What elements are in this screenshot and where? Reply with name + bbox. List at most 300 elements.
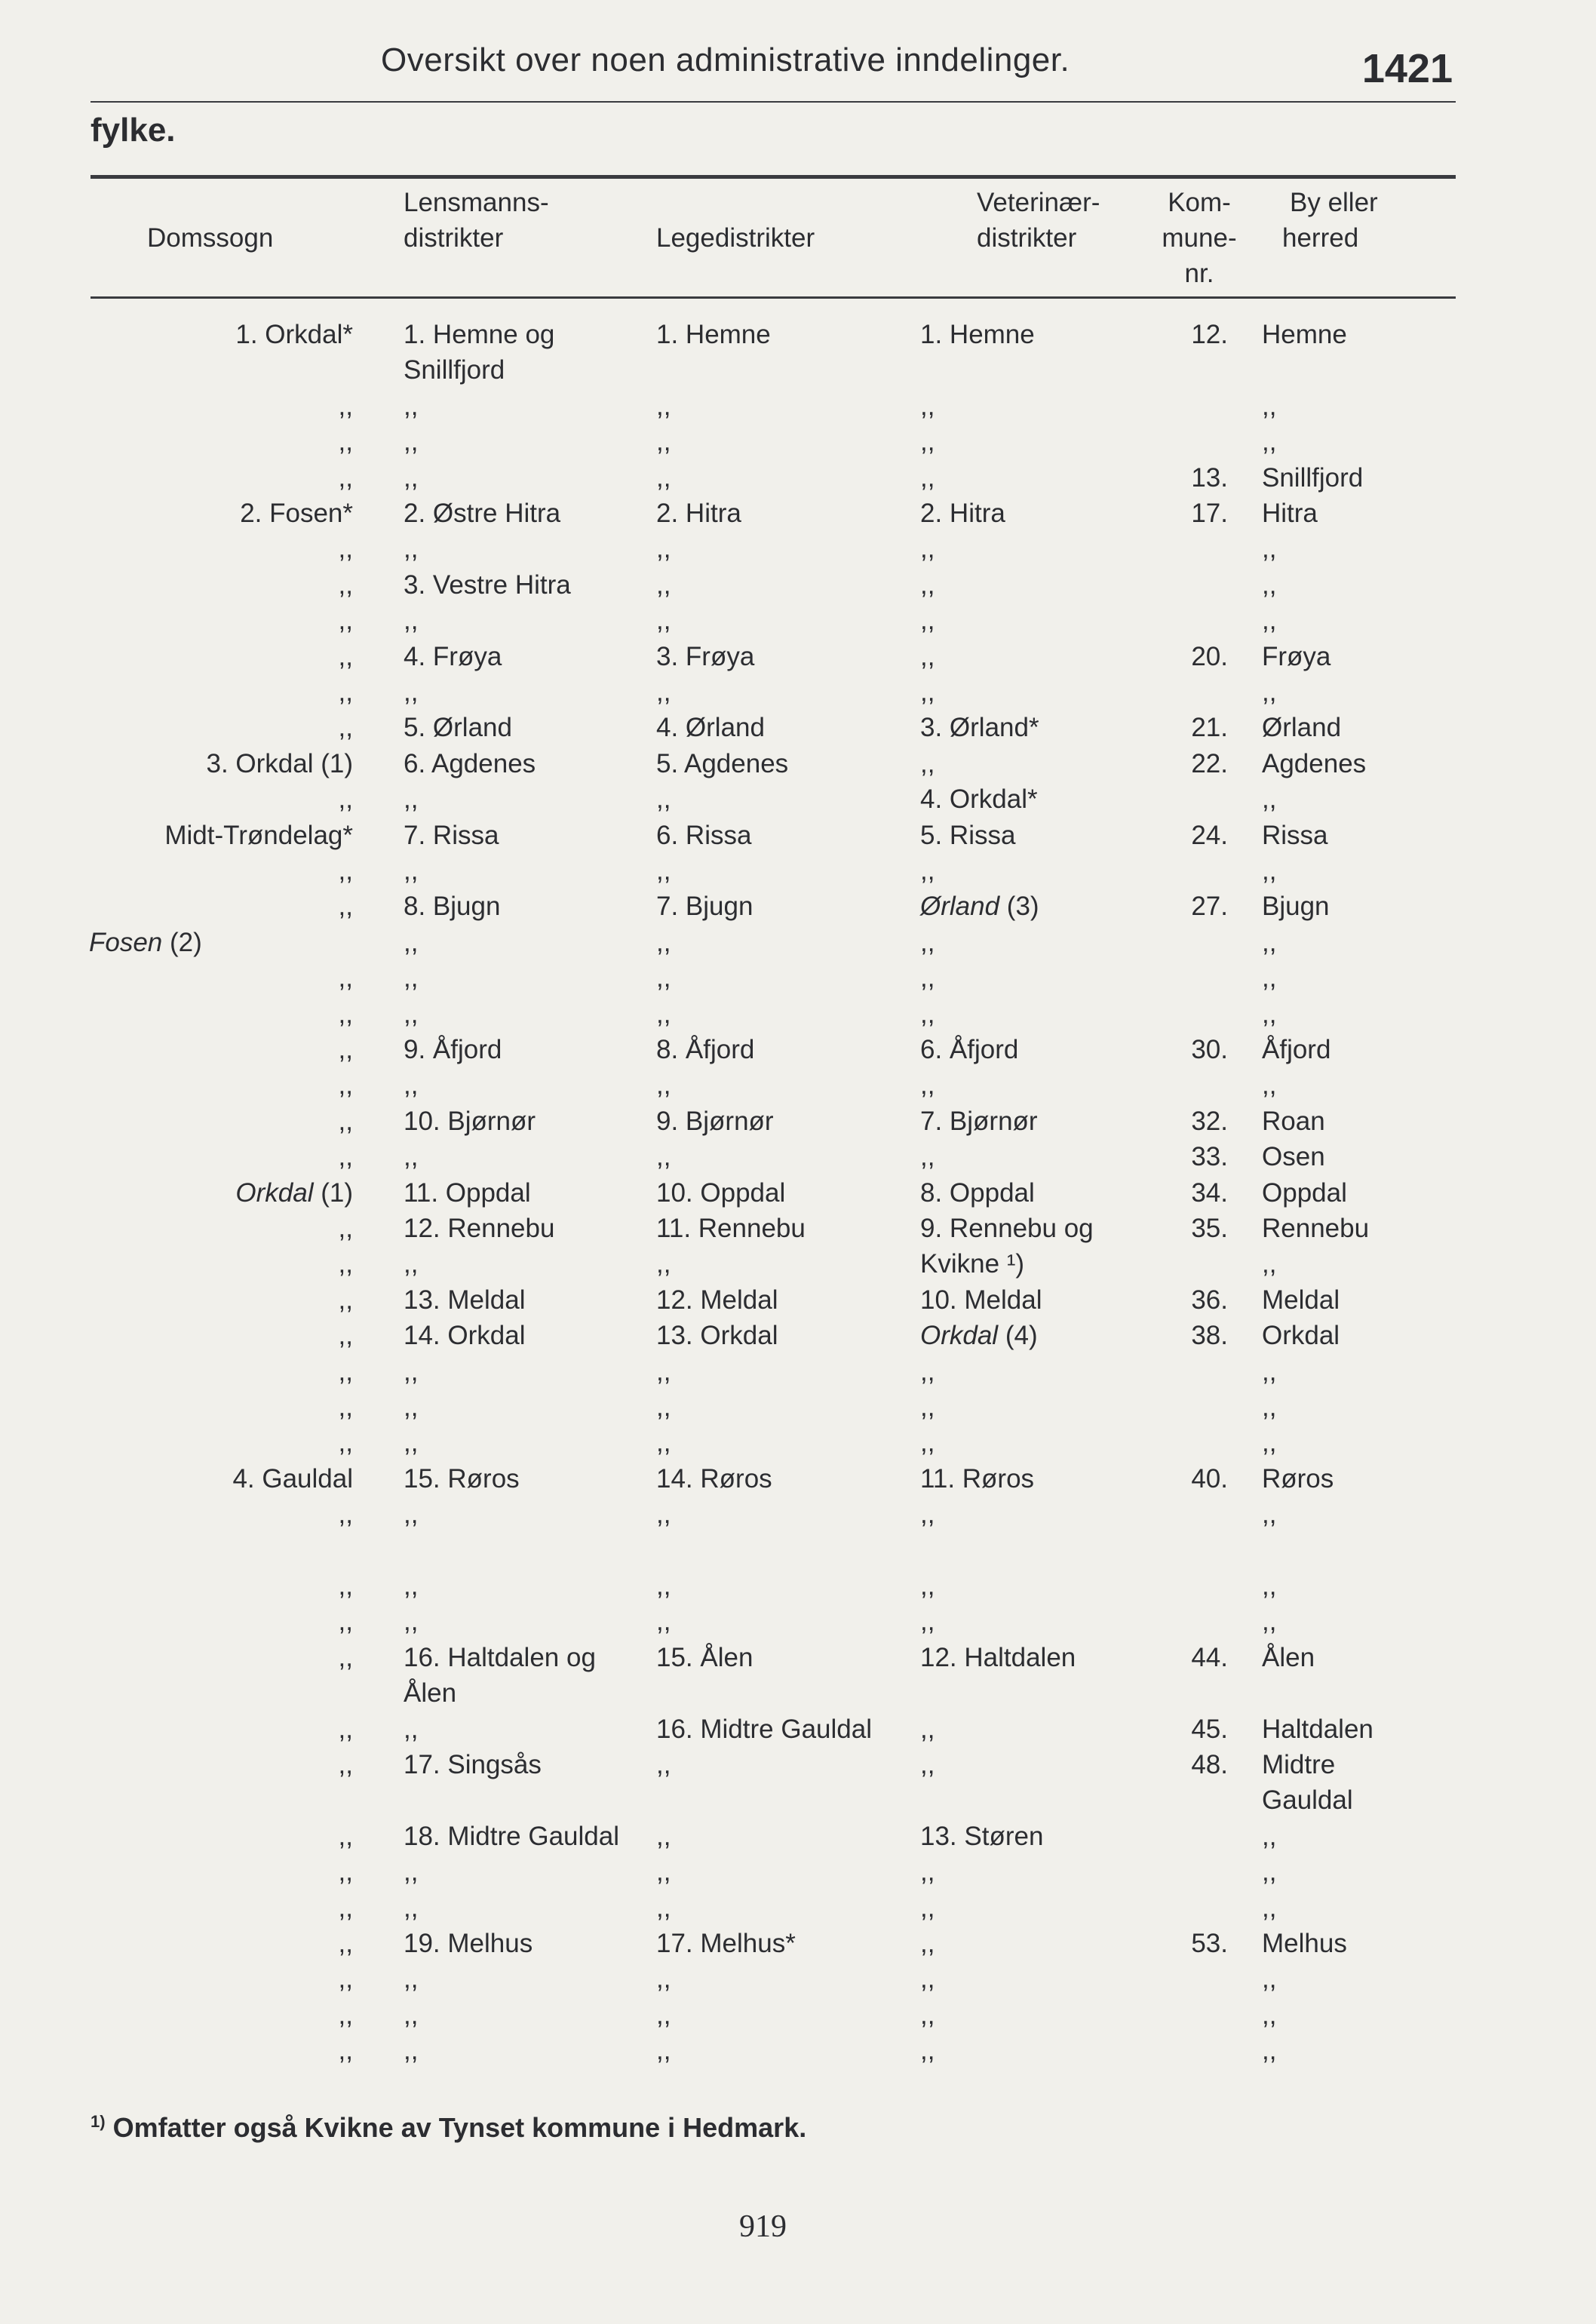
cell-lege: ,, <box>656 1821 671 1851</box>
cell-vet: 11. Røros <box>920 1463 1035 1494</box>
cell-dom: ,, <box>338 1750 353 1779</box>
cell-lege: 15. Ålen <box>656 1642 753 1672</box>
column-header-line: Lensmanns- <box>404 188 549 217</box>
cell-dom: ,, <box>338 856 353 886</box>
table-row <box>0 1854 1596 1890</box>
cell-dom: ,, <box>338 784 353 815</box>
cell-dom: ,, <box>338 1929 353 1958</box>
cell-vet: ,, <box>920 963 935 993</box>
cell-by: Meldal <box>1262 1285 1340 1315</box>
cell-vet: 6. Åfjord <box>920 1035 1019 1064</box>
cell-len: ,, <box>404 2000 419 2030</box>
cell-len: ,, <box>404 1356 419 1386</box>
cell-len: 5. Ørland <box>404 713 512 743</box>
cell-by: ,, <box>1262 534 1277 564</box>
cell-lege: 16. Midtre Gauldal <box>656 1714 872 1744</box>
cell-by: ,, <box>1262 1392 1277 1422</box>
cell-nr: 35. <box>1191 1214 1228 1243</box>
cell-nr: 12. <box>1191 320 1228 349</box>
cell-len: ,, <box>404 1964 419 1994</box>
column-header-line: herred <box>1282 223 1359 253</box>
cell-by: Melhus <box>1262 1929 1347 1958</box>
column-header-line: By eller <box>1290 188 1378 217</box>
cell-dom: ,, <box>338 1392 353 1422</box>
cell-dom: ,, <box>338 1964 353 1994</box>
cell-by: ,, <box>1262 427 1277 457</box>
cell-by: Åfjord <box>1262 1035 1331 1064</box>
cell-vet: ,, <box>920 427 935 457</box>
cell-dom: ,, <box>338 677 353 707</box>
cell-by: ,, <box>1262 1607 1277 1637</box>
cell-dom: ,, <box>338 713 353 743</box>
cell-lege: 10. Oppdal <box>656 1177 786 1208</box>
cell-dom: 1. Orkdal* <box>235 320 353 349</box>
table-row <box>0 352 1596 388</box>
cell-nr: 53. <box>1191 1929 1228 1958</box>
cell-len: ,, <box>404 2036 419 2066</box>
running-title: Oversikt over noen administrative inndelinger. <box>381 41 1070 78</box>
cell-by: Haltdalen <box>1262 1714 1373 1744</box>
cell-nr: 36. <box>1191 1285 1228 1315</box>
cell-by: ,, <box>1262 784 1277 815</box>
cell-by: ,, <box>1262 1500 1277 1530</box>
cell-by: ,, <box>1262 1070 1277 1101</box>
cell-by: Hitra <box>1262 499 1318 528</box>
cell-vet: ,, <box>920 2000 935 2030</box>
cell-nr: 20. <box>1191 641 1228 671</box>
footnote <box>91 2112 806 2144</box>
column-header-lensmannsdistrikter <box>404 185 549 256</box>
cell-len: 1. Hemne og <box>404 320 555 349</box>
cell-dom: ,, <box>338 569 353 600</box>
cell-len: ,, <box>404 534 419 564</box>
cell-vet: Ørland (3) <box>920 892 1039 922</box>
cell-lege: 5. Agdenes <box>656 748 789 778</box>
table-row <box>0 1675 1596 1711</box>
cell-len: ,, <box>404 856 419 886</box>
table-row <box>0 1533 1596 1568</box>
cell-lege: ,, <box>656 999 671 1029</box>
header-rule <box>91 101 1456 103</box>
cell-nr: 38. <box>1191 1321 1228 1351</box>
cell-by: Hemne <box>1262 320 1347 349</box>
cell-vet: ,, <box>920 1070 935 1101</box>
cell-len: ,, <box>404 462 419 493</box>
cell-by: ,, <box>1262 391 1277 421</box>
cell-vet: ,, <box>920 856 935 886</box>
cell-len: ,, <box>404 1428 419 1458</box>
table-row <box>0 424 1596 459</box>
cell-by: ,, <box>1262 999 1277 1029</box>
cell-by: Bjugn <box>1262 892 1330 922</box>
cell-by: Gauldal <box>1262 1785 1353 1816</box>
cell-vet: ,, <box>920 1392 935 1422</box>
table-row <box>0 460 1596 496</box>
cell-len: 19. Melhus <box>404 1929 533 1958</box>
cell-len: ,, <box>404 1571 419 1601</box>
cell-by: Ørland <box>1262 713 1342 743</box>
cell-vet: 3. Ørland* <box>920 713 1039 743</box>
column-header-line: Domssogn <box>147 223 274 253</box>
cell-nr: 44. <box>1191 1642 1228 1672</box>
folio: 919 <box>739 2209 787 2244</box>
cell-lege: 14. Røros <box>656 1463 772 1494</box>
cell-vet: ,, <box>920 606 935 636</box>
table-row <box>0 603 1596 638</box>
cell-by: ,, <box>1262 927 1277 957</box>
cell-lege: ,, <box>656 1857 671 1887</box>
table-top-rule <box>91 175 1456 179</box>
cell-nr: 24. <box>1191 820 1228 850</box>
page-number: 1421 <box>1361 46 1453 91</box>
cell-len: 10. Bjørnør <box>404 1106 536 1136</box>
table-row <box>0 1246 1596 1282</box>
cell-dom: ,, <box>338 1285 353 1315</box>
cell-vet: ,, <box>920 641 935 671</box>
cell-vet: ,, <box>920 927 935 957</box>
table-row <box>0 388 1596 424</box>
cell-nr: 33. <box>1191 1142 1228 1172</box>
table-row <box>0 1640 1596 1675</box>
table-row <box>0 1139 1596 1174</box>
cell-lege: 11. Rennebu <box>656 1214 806 1243</box>
cell-by: Rennebu <box>1262 1214 1370 1243</box>
table-row <box>0 317 1596 352</box>
column-header-line: distrikter <box>977 223 1077 253</box>
column-header-line: Kom- <box>1168 188 1231 217</box>
table-row <box>0 1318 1596 1353</box>
table-head-rule <box>91 296 1456 299</box>
cell-vet: Orkdal (4) <box>920 1321 1038 1351</box>
cell-dom: ,, <box>338 1321 353 1351</box>
cell-vet: 12. Haltdalen <box>920 1642 1076 1672</box>
cell-by: Ålen <box>1262 1642 1315 1672</box>
cell-len: ,, <box>404 606 419 636</box>
column-header-kommune-nr <box>1146 185 1252 291</box>
cell-lege: 6. Rissa <box>656 820 752 850</box>
cell-by: ,, <box>1262 569 1277 600</box>
cell-by: Oppdal <box>1262 1177 1347 1208</box>
cell-dom: ,, <box>338 1500 353 1530</box>
cell-by: Midtre <box>1262 1750 1336 1779</box>
table-row <box>0 853 1596 889</box>
table-row <box>0 1354 1596 1389</box>
cell-len: ,, <box>404 999 419 1029</box>
cell-len: 2. Østre Hitra <box>404 499 561 528</box>
cell-nr: 45. <box>1191 1714 1228 1744</box>
cell-len: ,, <box>404 1142 419 1172</box>
county-label: fylke. <box>91 112 176 149</box>
cell-vet: ,, <box>920 391 935 421</box>
cell-vet: ,, <box>920 1356 935 1386</box>
cell-by: ,, <box>1262 1571 1277 1601</box>
cell-dom: ,, <box>338 892 353 922</box>
cell-vet: ,, <box>920 1500 935 1530</box>
cell-vet: Kvikne ¹) <box>920 1249 1025 1279</box>
cell-by: Røros <box>1262 1463 1334 1494</box>
cell-dom: ,, <box>338 1249 353 1279</box>
cell-dom: Fosen (2) <box>89 927 202 957</box>
cell-lege: ,, <box>656 1500 671 1530</box>
cell-dom: ,, <box>338 1214 353 1243</box>
cell-len: 15. Røros <box>404 1463 520 1494</box>
cell-lege: ,, <box>656 856 671 886</box>
cell-by: Frøya <box>1262 641 1331 671</box>
cell-vet: ,, <box>920 1893 935 1923</box>
cell-by: ,, <box>1262 606 1277 636</box>
cell-lege: ,, <box>656 1571 671 1601</box>
table-row <box>0 2033 1596 2068</box>
cell-vet: ,, <box>920 677 935 707</box>
cell-dom: ,, <box>338 1356 353 1386</box>
cell-lege: ,, <box>656 2000 671 2030</box>
column-header-line: Legedistrikter <box>656 223 815 253</box>
cell-lege: ,, <box>656 1070 671 1101</box>
table-row <box>0 996 1596 1032</box>
cell-lege: 13. Orkdal <box>656 1321 778 1351</box>
cell-vet: ,, <box>920 534 935 564</box>
cell-len: 8. Bjugn <box>404 892 501 922</box>
footnote-text: Omfatter også Kvikne av Tynset kommune i Hedmark. <box>112 2112 807 2143</box>
table-row <box>0 1497 1596 1532</box>
cell-vet: ,, <box>920 1714 935 1744</box>
cell-lege: ,, <box>656 1356 671 1386</box>
cell-by: ,, <box>1262 1356 1277 1386</box>
cell-dom: 3. Orkdal (1) <box>206 748 353 778</box>
table-row <box>0 925 1596 960</box>
cell-vet: 5. Rissa <box>920 820 1016 850</box>
cell-lege: 17. Melhus* <box>656 1929 796 1958</box>
table-row <box>0 746 1596 781</box>
cell-vet: 9. Rennebu og <box>920 1214 1094 1243</box>
cell-nr: 13. <box>1191 462 1228 493</box>
cell-vet: ,, <box>920 1607 935 1637</box>
cell-vet: 1. Hemne <box>920 320 1035 349</box>
cell-lege: ,, <box>656 606 671 636</box>
cell-lege: ,, <box>656 1249 671 1279</box>
cell-lege: ,, <box>656 2036 671 2066</box>
cell-by: ,, <box>1262 1964 1277 1994</box>
cell-dom: ,, <box>338 1893 353 1923</box>
cell-lege: 3. Frøya <box>656 641 755 671</box>
cell-lege: ,, <box>656 1964 671 1994</box>
cell-dom: ,, <box>338 391 353 421</box>
table-row <box>0 1926 1596 1961</box>
cell-len: 18. Midtre Gauldal <box>404 1821 619 1851</box>
cell-lege: ,, <box>656 677 671 707</box>
table-row <box>0 1425 1596 1460</box>
cell-nr: 17. <box>1191 499 1228 528</box>
cell-lege: ,, <box>656 1392 671 1422</box>
table-row <box>0 1997 1596 2033</box>
cell-nr: 40. <box>1191 1463 1228 1494</box>
cell-dom: ,, <box>338 1642 353 1672</box>
cell-dom: ,, <box>338 1142 353 1172</box>
cell-len: ,, <box>404 391 419 421</box>
table-row <box>0 567 1596 603</box>
cell-lege: ,, <box>656 1142 671 1172</box>
cell-len: ,, <box>404 927 419 957</box>
table-row <box>0 1712 1596 1747</box>
cell-dom: ,, <box>338 1035 353 1064</box>
cell-lege: 1. Hemne <box>656 320 771 349</box>
table-row <box>0 1175 1596 1211</box>
column-header-line: nr. <box>1184 259 1214 288</box>
cell-vet: ,, <box>920 1964 935 1994</box>
cell-by: ,, <box>1262 856 1277 886</box>
column-header-domssogn <box>147 220 273 256</box>
cell-dom: ,, <box>338 2036 353 2066</box>
column-header-line: mune- <box>1162 223 1237 253</box>
cell-len: 4. Frøya <box>404 641 502 671</box>
cell-dom: ,, <box>338 427 353 457</box>
table-row <box>0 496 1596 531</box>
cell-dom: Midt-Trøndelag* <box>164 820 353 850</box>
cell-vet: ,, <box>920 1428 935 1458</box>
table-row <box>0 1747 1596 1782</box>
cell-dom: ,, <box>338 963 353 993</box>
cell-len: 17. Singsås <box>404 1750 542 1779</box>
cell-vet: ,, <box>920 1929 935 1958</box>
cell-len: ,, <box>404 963 419 993</box>
cell-vet: ,, <box>920 1857 935 1887</box>
cell-by: Agdenes <box>1262 748 1367 778</box>
cell-len: ,, <box>404 1392 419 1422</box>
footnote-marker: 1) <box>91 2112 106 2131</box>
table-row <box>0 674 1596 710</box>
cell-by: ,, <box>1262 963 1277 993</box>
table-row <box>0 1604 1596 1639</box>
table-row <box>0 1211 1596 1246</box>
table-row <box>0 960 1596 996</box>
cell-vet: ,, <box>920 462 935 493</box>
cell-vet: ,, <box>920 999 935 1029</box>
cell-lege: 2. Hitra <box>656 499 741 528</box>
cell-by: ,, <box>1262 1857 1277 1887</box>
cell-dom: 4. Gauldal <box>232 1463 353 1494</box>
cell-dom: ,, <box>338 462 353 493</box>
cell-len: 11. Oppdal <box>404 1177 531 1208</box>
cell-by: Roan <box>1262 1106 1325 1136</box>
cell-by: Snillfjord <box>1262 462 1364 493</box>
cell-len: ,, <box>404 1607 419 1637</box>
cell-vet: 10. Meldal <box>920 1285 1042 1315</box>
cell-vet: ,, <box>920 569 935 600</box>
table-row <box>0 781 1596 817</box>
column-header-line: Veterinær- <box>977 188 1100 217</box>
cell-lege: 9. Bjørnør <box>656 1106 774 1136</box>
cell-len: Snillfjord <box>404 355 505 385</box>
cell-lege: ,, <box>656 462 671 493</box>
cell-len: ,, <box>404 1893 419 1923</box>
cell-lege: 12. Meldal <box>656 1285 778 1315</box>
cell-lege: ,, <box>656 1893 671 1923</box>
column-header-line: distrikter <box>404 223 504 253</box>
table-row <box>0 1067 1596 1103</box>
cell-nr: 30. <box>1191 1035 1228 1064</box>
table-row <box>0 889 1596 924</box>
cell-by: ,, <box>1262 1428 1277 1458</box>
cell-by: ,, <box>1262 2036 1277 2066</box>
cell-len: ,, <box>404 677 419 707</box>
cell-dom: ,, <box>338 641 353 671</box>
cell-len: ,, <box>404 1249 419 1279</box>
cell-dom: ,, <box>338 534 353 564</box>
cell-len: ,, <box>404 1500 419 1530</box>
table-row <box>0 1961 1596 1997</box>
cell-vet: ,, <box>920 1750 935 1779</box>
table-row <box>0 818 1596 853</box>
cell-len: Ålen <box>404 1678 457 1708</box>
cell-dom: ,, <box>338 999 353 1029</box>
table-row <box>0 1568 1596 1604</box>
cell-vet: ,, <box>920 748 935 778</box>
cell-vet: 7. Bjørnør <box>920 1106 1038 1136</box>
cell-nr: 34. <box>1191 1177 1228 1208</box>
cell-dom: 2. Fosen* <box>240 499 353 528</box>
cell-len: ,, <box>404 427 419 457</box>
cell-by: ,, <box>1262 677 1277 707</box>
cell-lege: ,, <box>656 1607 671 1637</box>
cell-lege: ,, <box>656 927 671 957</box>
cell-lege: ,, <box>656 1750 671 1779</box>
cell-lege: ,, <box>656 569 671 600</box>
cell-lege: ,, <box>656 963 671 993</box>
cell-len: ,, <box>404 1070 419 1101</box>
cell-by: ,, <box>1262 1893 1277 1923</box>
cell-nr: 22. <box>1191 748 1228 778</box>
cell-by: Osen <box>1262 1142 1325 1172</box>
table-row <box>0 1819 1596 1854</box>
cell-dom: ,, <box>338 1821 353 1851</box>
cell-dom: ,, <box>338 1070 353 1101</box>
cell-lege: ,, <box>656 534 671 564</box>
cell-lege: 7. Bjugn <box>656 892 753 922</box>
table-row <box>0 1782 1596 1818</box>
cell-vet: 8. Oppdal <box>920 1177 1035 1208</box>
cell-nr: 21. <box>1191 713 1228 743</box>
table-row <box>0 1461 1596 1497</box>
cell-nr: 32. <box>1191 1106 1228 1136</box>
cell-by: Rissa <box>1262 820 1328 850</box>
cell-dom: Orkdal (1) <box>235 1177 353 1208</box>
cell-vet: 13. Støren <box>920 1821 1044 1851</box>
cell-by: ,, <box>1262 2000 1277 2030</box>
cell-dom: ,, <box>338 1714 353 1744</box>
cell-nr: 27. <box>1191 892 1228 922</box>
cell-lege: ,, <box>656 784 671 815</box>
cell-dom: ,, <box>338 1571 353 1601</box>
cell-vet: ,, <box>920 2036 935 2066</box>
cell-lege: ,, <box>656 391 671 421</box>
cell-len: 9. Åfjord <box>404 1035 502 1064</box>
cell-dom: ,, <box>338 1607 353 1637</box>
cell-vet: 4. Orkdal* <box>920 784 1038 815</box>
cell-dom: ,, <box>338 2000 353 2030</box>
column-header-veterinaerdistrikter <box>977 185 1100 256</box>
cell-vet: ,, <box>920 1571 935 1601</box>
cell-lege: 4. Ørland <box>656 713 765 743</box>
cell-dom: ,, <box>338 1857 353 1887</box>
cell-len: 3. Vestre Hitra <box>404 569 571 600</box>
cell-by: ,, <box>1262 1249 1277 1279</box>
table-row <box>0 1389 1596 1425</box>
table-row <box>0 1104 1596 1139</box>
table-row <box>0 1282 1596 1318</box>
table-row <box>0 1890 1596 1926</box>
cell-dom: ,, <box>338 1106 353 1136</box>
table-row <box>0 1032 1596 1067</box>
